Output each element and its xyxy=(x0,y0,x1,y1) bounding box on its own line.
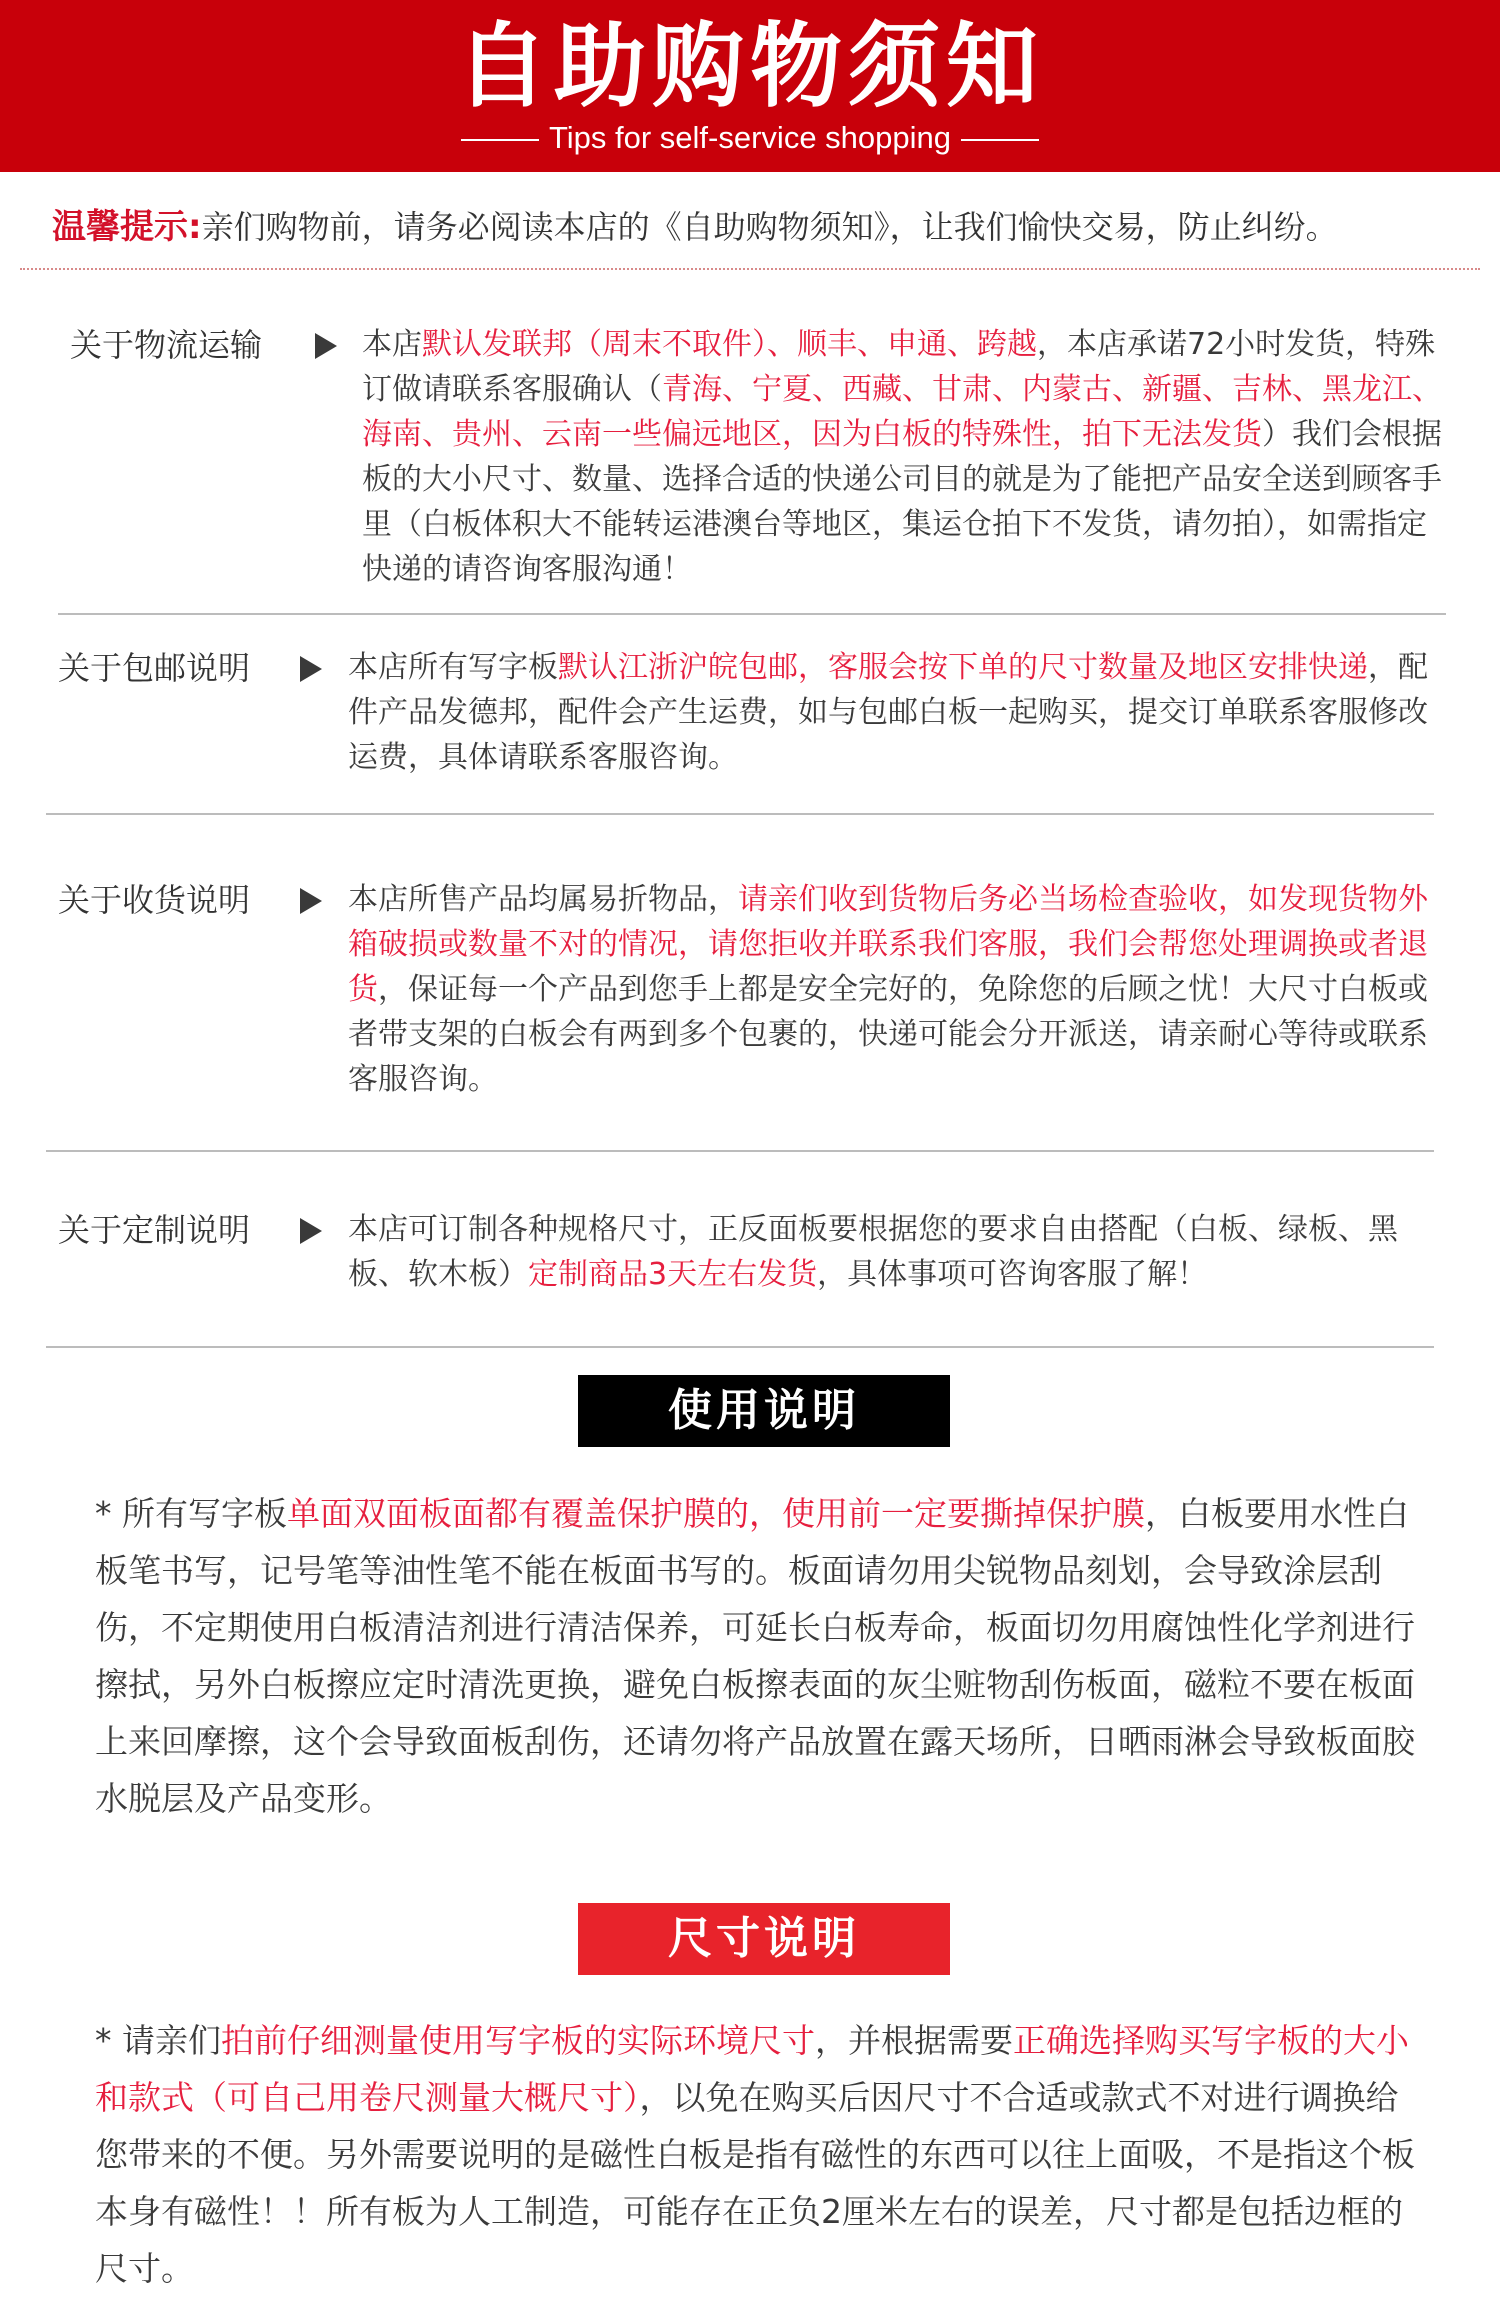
page-subtitle xyxy=(0,118,1500,158)
size-heading: 尺寸说明 xyxy=(578,1903,950,1975)
section-divider xyxy=(46,1150,1434,1152)
dotted-divider xyxy=(20,268,1480,270)
body-text: ，并根据需要 xyxy=(815,2021,1013,2060)
section-shipping-label: 关于包邮说明 xyxy=(58,649,251,687)
body-text: ，白板要用水性白板笔书写，记号笔等油性笔不能在板面书写的。板面请勿用尖锐物品刻划，会导致涂层刮伤，不定期使用白板清洁剂进行清洁保养，可延长白板寿命，板面切勿用腐蚀性化学剂进行擦拭，另外白板擦应定时清洗更换，避免白板擦表面的灰尘赃物刮伤板面，磁粒不要在板面上来回摩擦，这个会导致面板刮伤，还请勿将产品放置在露天场所，日晒雨淋会导致板面胶水脱层及产品变形。 xyxy=(95,1494,1415,1818)
play-arrow-icon xyxy=(315,333,337,359)
section-custom-body xyxy=(348,1207,1428,1297)
section-logistics-body xyxy=(362,322,1442,592)
play-arrow-icon xyxy=(300,888,322,914)
subtitle-text: Tips for self-service shopping xyxy=(548,120,952,155)
highlight-text: 青海、宁夏、西藏、甘肃、内蒙古、新疆、吉林、黑龙江、海南、贵州、云南一些偏远地区，因为白板的特殊性，拍下无法发货 xyxy=(362,372,1442,452)
section-divider xyxy=(46,1346,1434,1348)
highlight-text: 拍前仔细测量使用写字板的实际环境尺寸 xyxy=(221,2021,815,2060)
body-text: ）我们会根据板的大小尺寸、数量、选择合适的快递公司目的就是为了能把产品安全送到顾客手里（白板体积大不能转运港澳台等地区，集运仓拍下不发货，请勿拍），如需指定快递的请咨询客服沟通！ xyxy=(362,417,1442,587)
size-paragraph xyxy=(95,2012,1425,2297)
usage-heading: 使用说明 xyxy=(578,1375,950,1447)
body-text: 本店 xyxy=(362,327,422,362)
warm-tip-label: 温馨提示: xyxy=(52,207,202,247)
body-text: ，配件产品发德邦，配件会产生运费，如与包邮白板一起购买，提交订单联系客服修改运费，具体请联系客服咨询。 xyxy=(348,650,1428,775)
subtitle-rule-right xyxy=(961,139,1039,141)
section-receiving-body xyxy=(348,877,1428,1102)
body-text: 本店所售产品均属易折物品， xyxy=(348,882,738,917)
warm-tip xyxy=(52,205,1472,249)
play-arrow-icon xyxy=(300,1218,322,1244)
page-title: 自助购物须知 xyxy=(455,13,1044,120)
section-divider xyxy=(58,613,1446,615)
section-shipping-body xyxy=(348,645,1428,780)
highlight-text: 默认江浙沪皖包邮，客服会按下单的尺寸数量及地区安排快递 xyxy=(558,650,1368,685)
body-text: * 请亲们 xyxy=(95,2021,221,2060)
usage-paragraph xyxy=(95,1485,1425,1827)
highlight-text: 请亲们收到货物后务必当场检查验收，如发现货物外箱破损或数量不对的情况，请您拒收并联系我们客服，我们会帮您处理调换或者退货 xyxy=(348,882,1428,1007)
body-text: ，具体事项可咨询客服了解！ xyxy=(817,1257,1208,1292)
section-divider xyxy=(46,813,1434,815)
body-text: ，保证每一个产品到您手上都是安全完好的，免除您的后顾之忧！大尺寸白板或者带支架的白板会有两到多个包裹的，快递可能会分开派送，请亲耐心等待或联系客服咨询。 xyxy=(348,972,1428,1097)
highlight-text: 单面双面板面都有覆盖保护膜的，使用前一定要撕掉保护膜 xyxy=(287,1494,1145,1533)
section-custom-label: 关于定制说明 xyxy=(58,1211,251,1249)
highlight-text: 正确选择购买写字板的大小和款式（可自己用卷尺测量大概尺寸） xyxy=(95,2021,1409,2117)
body-text: ，以免在购买后因尺寸不合适或款式不对进行调换给您带来的不便。另外需要说明的是磁性白板是指有磁性的东西可以往上面吸，不是指这个板本身有磁性！！所有板为人工制造，可能存在正负2厘米左右的误差，尺寸都是包括边框的尺寸。 xyxy=(95,2078,1415,2288)
body-text: ，本店承诺72小时发货，特殊订做请联系客服确认（ xyxy=(362,327,1436,407)
subtitle-rule-left xyxy=(461,139,539,141)
highlight-text: 定制商品3天左右发货 xyxy=(528,1257,818,1292)
body-text: * 所有写字板 xyxy=(95,1494,287,1533)
section-receiving-label: 关于收货说明 xyxy=(58,881,251,919)
body-text: 本店所有写字板 xyxy=(348,650,558,685)
section-logistics-label: 关于物流运输 xyxy=(70,326,263,364)
header-banner xyxy=(0,0,1500,172)
warm-tip-text: 亲们购物前，请务必阅读本店的《自助购物须知》，让我们愉快交易，防止纠纷。 xyxy=(201,208,1338,246)
highlight-text: 默认发联邦（周末不取件）、顺丰、申通、跨越 xyxy=(422,327,1037,362)
play-arrow-icon xyxy=(300,656,322,682)
body-text: 本店可订制各种规格尺寸，正反面板要根据您的要求自由搭配（白板、绿板、黑板、软木板） xyxy=(348,1212,1398,1292)
